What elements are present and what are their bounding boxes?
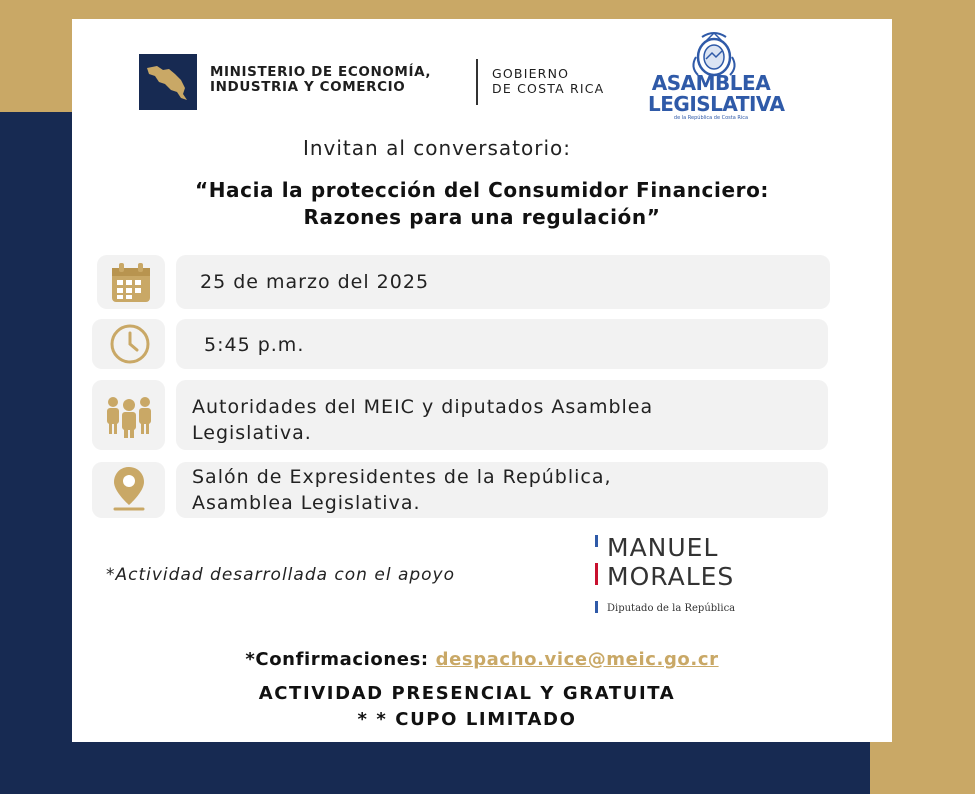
location-pin-icon: [111, 465, 147, 513]
event-date: 25 de marzo del 2025: [200, 271, 430, 293]
participants-line2: Legislativa.: [192, 422, 312, 444]
invitation-card: [72, 19, 892, 742]
invite-text: Invitan al conversatorio:: [302, 136, 572, 160]
footer-line1: ACTIVIDAD PRESENCIAL Y GRATUITA: [258, 683, 676, 704]
assembly-name-line2: LEGISLATIVA: [648, 92, 785, 116]
time-icon-box: [92, 319, 165, 369]
participants-box: [176, 380, 828, 450]
clock-icon: [109, 323, 151, 365]
confirmation-label: *Confirmaciones:: [245, 649, 429, 670]
date-icon-box: [97, 255, 165, 309]
assembly-subtitle: de la República de Costa Rica: [673, 115, 749, 121]
gobierno-line1: GOBIERNO: [492, 66, 570, 81]
meic-name-line1: MINISTERIO DE ECONOMÍA,: [210, 64, 432, 80]
calendar-icon: [110, 262, 152, 304]
meic-logo: [139, 54, 197, 110]
participants-icon-box: [92, 380, 165, 450]
gobierno-line2: DE COSTA RICA: [492, 81, 605, 96]
time-box: [176, 319, 828, 369]
meic-name-line2: INDUSTRIA Y COMERCIO: [210, 79, 406, 95]
costa-rica-map-icon: [143, 60, 193, 104]
confirmation-line: [72, 649, 892, 670]
confirmation-email-link[interactable]: despacho.vice@meic.go.cr: [435, 649, 719, 670]
logo-divider: [476, 59, 478, 105]
location-line1: Salón de Expresidentes de la República,: [192, 466, 612, 488]
footer-line2: * * CUPO LIMITADO: [357, 709, 577, 730]
sponsor-name: [607, 533, 734, 591]
meic-name: [210, 65, 431, 95]
location-icon-box: [92, 462, 165, 518]
sponsor-name-line1: MANUEL: [607, 533, 719, 562]
sponsor-subtitle: Diputado de la República: [607, 603, 736, 614]
event-title-line1: “Hacia la protección del Consumidor Financiero:: [194, 178, 770, 202]
participants-line1: Autoridades del MEIC y diputados Asamblea: [192, 396, 654, 418]
sponsor-name-line2: MORALES: [607, 562, 735, 591]
event-time: 5:45 p.m.: [204, 334, 305, 356]
location-line2: Asamblea Legislativa.: [192, 492, 421, 514]
event-location: [192, 464, 612, 516]
assembly-name-line1: ASAMBLEA: [651, 71, 771, 95]
event-participants: [192, 394, 653, 446]
assembly-name: [648, 71, 785, 116]
date-box: [176, 255, 830, 309]
support-note: *Actividad desarrollada con el apoyo: [106, 565, 456, 585]
people-icon: [103, 392, 155, 438]
sponsor-flag-bars-icon: [595, 535, 603, 615]
event-title-line2: Razones para una regulación”: [303, 205, 661, 229]
location-box: [176, 462, 828, 518]
event-title: [72, 177, 892, 231]
gobierno-name: [492, 66, 604, 96]
